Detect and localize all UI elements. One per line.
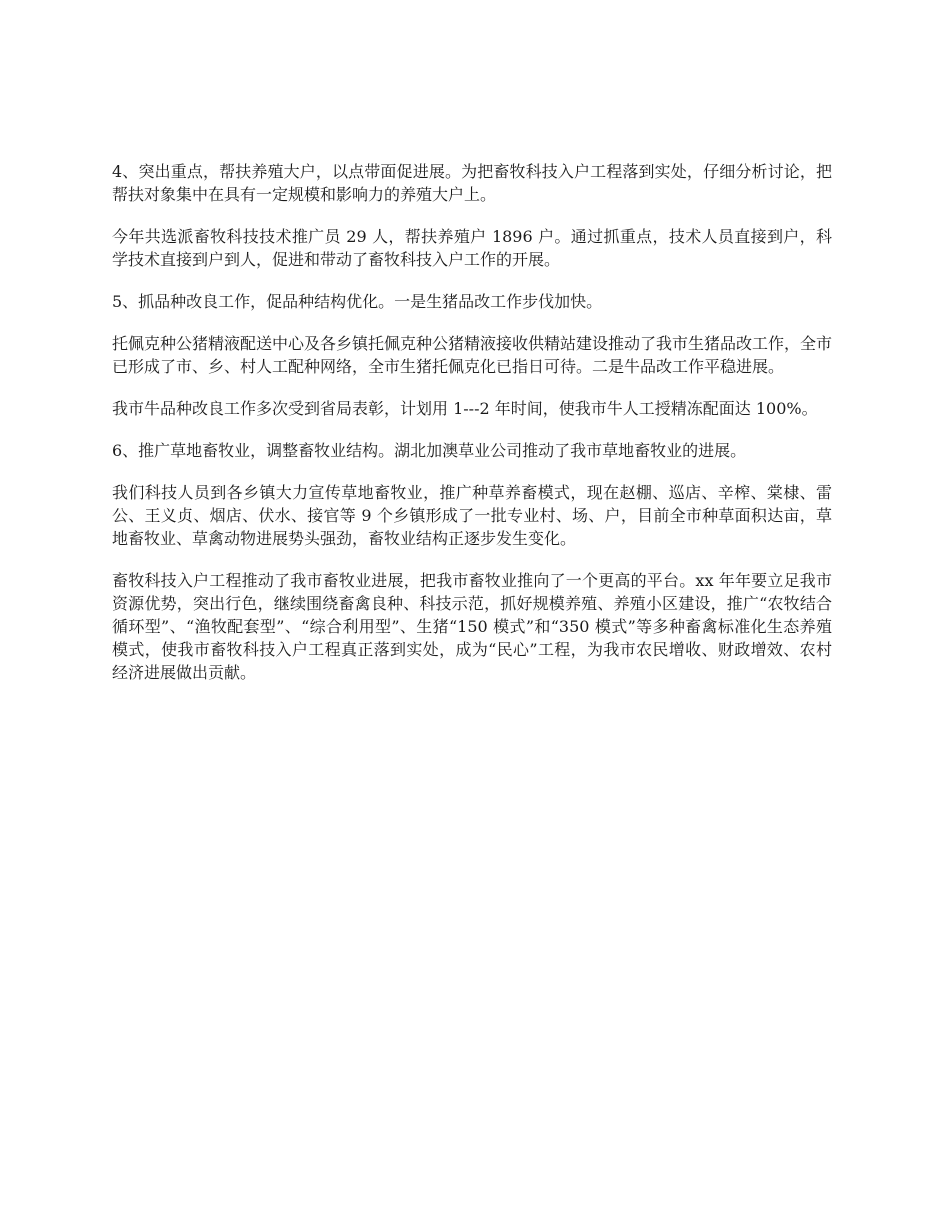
paragraph-6: 6、推广草地畜牧业，调整畜牧业结构。湖北加澳草业公司推动了我市草地畜牧业的进展。	[112, 441, 747, 460]
paragraph-2: 今年共选派畜牧科技技术推广员 29 人，帮扶养殖户 1896 户。通过抓重点，技术人员直接到户，科学技术直接到户到人，促进和带动了畜牧科技入户工作的开展。	[112, 227, 832, 269]
paragraph-4: 托佩克种公猪精液配送中心及各乡镇托佩克种公猪精液接收供精站建设推动了我市生猪品改工作，全市已形成了市、乡、村人工配种网络，全市生猪托佩克化已指日可待。二是牛品改工作平稳进展。	[112, 334, 833, 376]
paragraph-1: 4、突出重点，帮扶养殖大户，以点带面促进展。为把畜牧科技入户工程落到实处，仔细分析讨论，把帮扶对象集中在具有一定规模和影响力的养殖大户上。	[112, 162, 832, 204]
paragraph-7: 我们科技人员到各乡镇大力宣传草地畜牧业，推广种草养畜模式，现在赵棚、巡店、辛榨、棠棣、雷公、王义贞、烟店、伏水、接官等 9 个乡镇形成了一批专业村、场、户，目前全市种草面积达亩，草地畜牧业、草禽动物进展势头强劲，畜牧业结构正逐步发生变化。	[112, 483, 832, 548]
paragraph-8: 畜牧科技入户工程推动了我市畜牧业进展，把我市畜牧业推向了一个更高的平台。xx 年年要立足我市资源优势，突出行色，继续围绕畜禽良种、科技示范，抓好规模养殖、养殖小区建设，推广“农牧结合循环型”、“渔牧配套型”、“综合利用型”、生猪“150 模式”和“350 模式”等多种畜禽标准化生态养殖模式，使我市畜牧科技入户工程真正落到实处，成为“民心”工程，为我市农民增收、财政增效、农村经济进展做出贡献。	[112, 571, 832, 682]
paragraph-5: 我市牛品种改良工作多次受到省局表彰，计划用 1---2 年时间，使我市牛人工授精冻配面达 100%。	[112, 399, 818, 418]
paragraph-3: 5、抓品种改良工作，促品种结构优化。一是生猪品改工作步伐加快。	[112, 292, 603, 311]
